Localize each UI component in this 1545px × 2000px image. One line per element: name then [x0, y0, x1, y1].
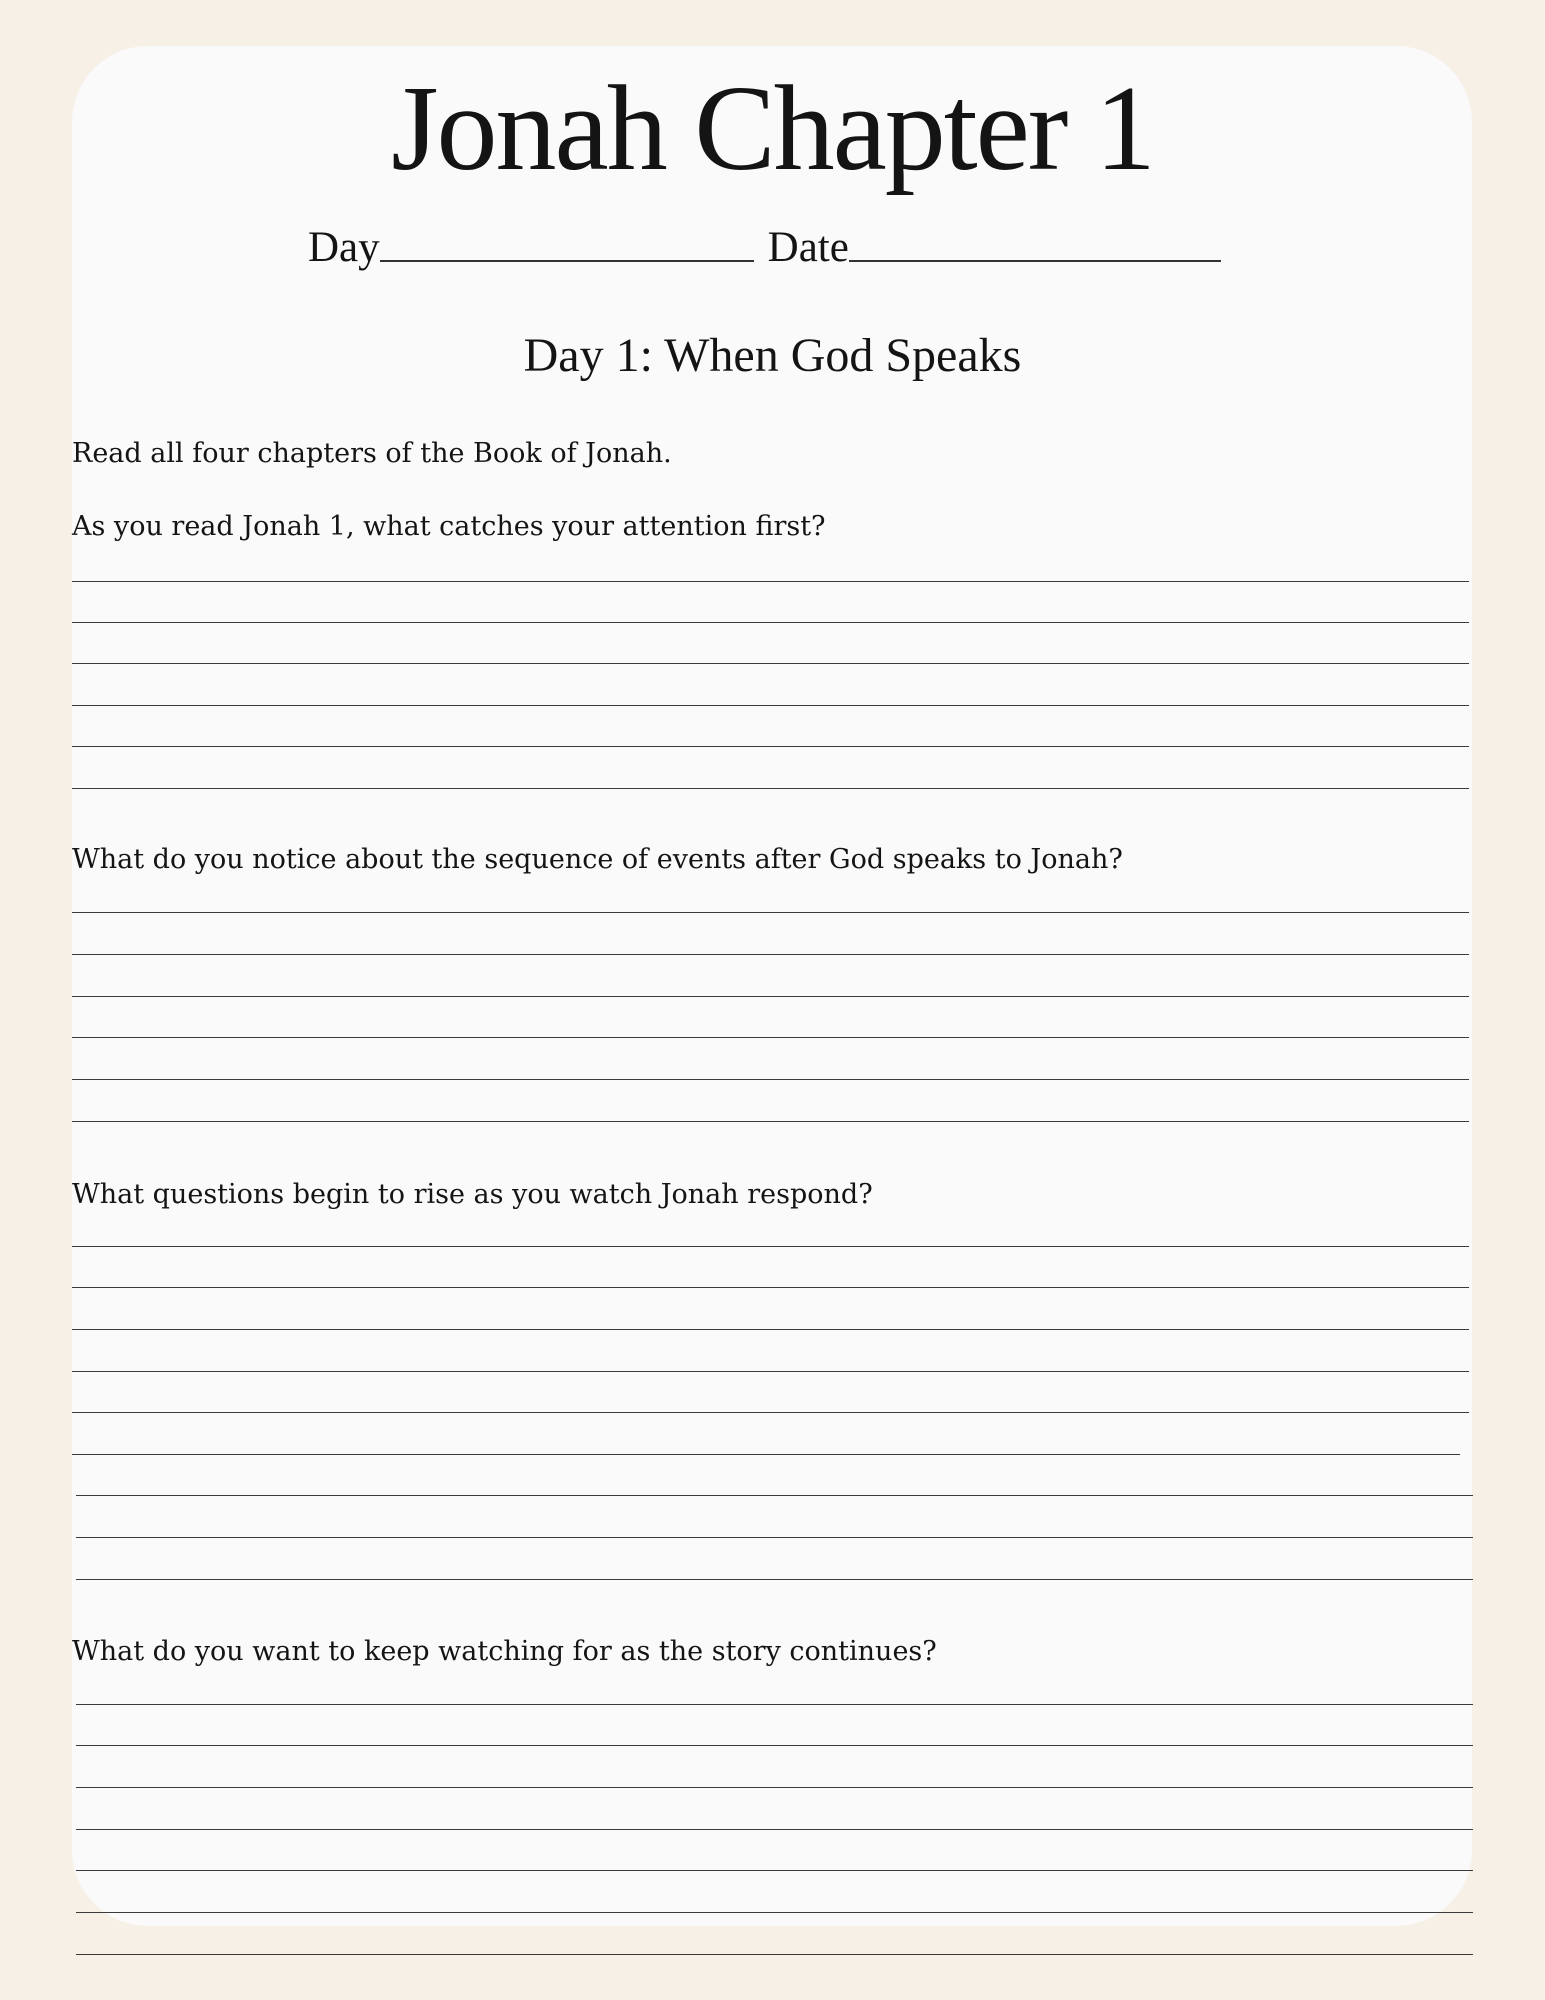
answer-line[interactable] [72, 663, 1469, 664]
page-title: Jonah Chapter 1 [391, 61, 1154, 196]
answer-line[interactable] [72, 1037, 1469, 1038]
question-text: What do you notice about the sequence of events after God speaks to Jonah? [72, 844, 1123, 875]
answer-line[interactable] [76, 1745, 1473, 1746]
day-label: Day [308, 224, 380, 271]
date-blank[interactable] [849, 260, 1221, 262]
instruction-text: Read all four chapters of the Book of Jonah. [72, 438, 672, 469]
section-subtitle: Day 1: When God Speaks [523, 329, 1022, 382]
answer-line[interactable] [76, 1787, 1473, 1788]
answer-line[interactable] [72, 1412, 1469, 1413]
answer-line[interactable] [72, 1121, 1469, 1122]
day-blank[interactable] [380, 260, 754, 262]
answer-line[interactable] [72, 1246, 1469, 1247]
question-text: As you read Jonah 1, what catches your attention first? [72, 511, 826, 542]
question-text: What do you want to keep watching for as the story continues? [72, 1636, 937, 1667]
answer-line[interactable] [76, 1870, 1473, 1871]
answer-line[interactable] [72, 954, 1469, 955]
answer-line[interactable] [72, 705, 1469, 706]
answer-line[interactable] [76, 1704, 1473, 1705]
answer-line[interactable] [76, 1537, 1473, 1538]
question-text: What questions begin to rise as you watch Jonah respond? [72, 1179, 873, 1210]
answer-line[interactable] [76, 1829, 1473, 1830]
answer-line[interactable] [72, 1079, 1469, 1080]
answer-line[interactable] [72, 1454, 1460, 1455]
answer-line[interactable] [72, 1329, 1469, 1330]
day-date-fields [308, 216, 1221, 272]
answer-line[interactable] [72, 581, 1469, 582]
answer-line[interactable] [72, 622, 1469, 623]
answer-line[interactable] [76, 1495, 1473, 1496]
answer-line[interactable] [72, 746, 1469, 747]
answer-line[interactable] [76, 1954, 1473, 1955]
answer-line[interactable] [72, 1287, 1469, 1288]
answer-line[interactable] [72, 996, 1469, 997]
date-label: Date [767, 224, 849, 271]
answer-line[interactable] [72, 912, 1469, 913]
answer-line[interactable] [72, 788, 1469, 789]
answer-line[interactable] [72, 1371, 1469, 1372]
answer-line[interactable] [76, 1912, 1473, 1913]
answer-line[interactable] [76, 1579, 1473, 1580]
